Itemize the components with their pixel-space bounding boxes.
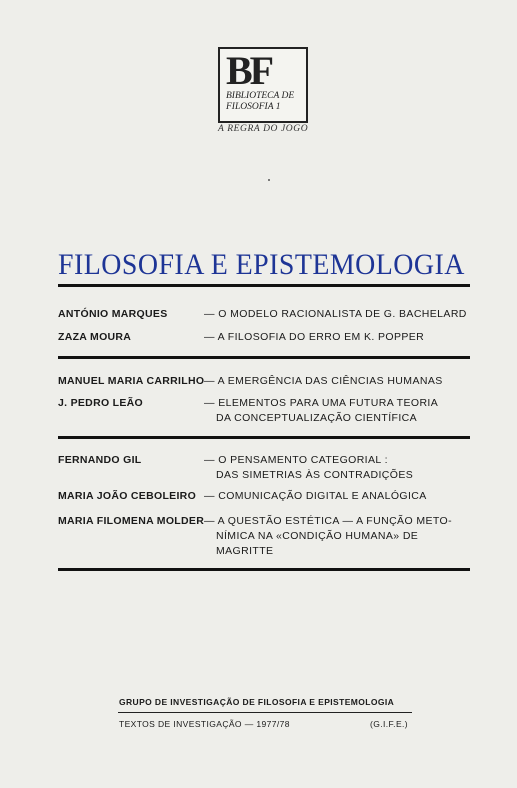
entry-title-line: — A FILOSOFIA DO ERRO EM K. POPPER — [204, 331, 425, 343]
entry-title — [204, 374, 470, 389]
entry-title-line: — A EMERGÊNCIA DAS CIÊNCIAS HUMANAS — [204, 375, 443, 387]
entry-title — [204, 514, 470, 559]
entry-title-line: — O PENSAMENTO CATEGORIAL : — [204, 454, 388, 466]
entry-title-line: — O MODELO RACIONALISTA DE G. BACHELARD — [204, 308, 467, 320]
entry-title — [204, 489, 470, 504]
group-code: (G.I.F.E.) — [370, 719, 408, 729]
entry-author: ANTÓNIO MARQUES — [58, 308, 168, 320]
logo-tagline: A REGRA DO JOGO — [218, 124, 309, 134]
entry-title-line: — COMUNICAÇÃO DIGITAL E ANALÓGICA — [204, 490, 427, 502]
section-rule — [58, 356, 470, 359]
entry-author: FERNANDO GIL — [58, 454, 142, 466]
entry-author: MARIA FILOMENA MOLDER — [58, 515, 205, 527]
logo-monogram: BF — [226, 48, 272, 93]
logo-line-2: FILOSOFIA 1 — [226, 102, 281, 112]
research-group-name: GRUPO DE INVESTIGAÇÃO DE FILOSOFIA E EPISTEMOLOGIA — [119, 697, 395, 707]
entry-title-line: — ELEMENTOS PARA UMA FUTURA TEORIA — [204, 397, 439, 409]
entry-title-line: NÍMICA NA «CONDIÇÃO HUMANA» DE — [216, 530, 419, 542]
footer-rule — [118, 712, 412, 713]
entry-title-line: DA CONCEPTUALIZAÇÃO CIENTÍFICA — [216, 412, 418, 424]
series-label: TEXTOS DE INVESTIGAÇÃO — 1977/78 — [119, 719, 290, 729]
section-rule — [58, 436, 470, 439]
section-rule — [58, 568, 470, 571]
entry-title — [204, 307, 470, 322]
book-title: FILOSOFIA E EPISTEMOLOGIA — [58, 248, 465, 281]
logo-line-1: BIBLIOTECA DE — [226, 91, 295, 101]
logo-series-label — [226, 91, 294, 113]
entry-title-line: — A QUESTÃO ESTÉTICA — A FUNÇÃO METO- — [204, 515, 452, 527]
entry-author: MARIA JOÃO CEBOLEIRO — [58, 490, 197, 502]
entry-title — [204, 330, 470, 345]
publisher-logo — [218, 47, 308, 123]
entry-author: MANUEL MARIA CARRILHO — [58, 375, 205, 387]
title-rule — [58, 284, 470, 287]
entry-title — [204, 453, 470, 483]
decorative-dot — [268, 179, 270, 181]
entry-author: J. PEDRO LEÃO — [58, 397, 143, 409]
entry-title-line: MAGRITTE — [216, 545, 274, 557]
entry-title — [204, 396, 470, 426]
entry-title-line: DAS SIMETRIAS ÀS CONTRADIÇÕES — [216, 469, 414, 481]
entry-author: ZAZA MOURA — [58, 331, 132, 343]
